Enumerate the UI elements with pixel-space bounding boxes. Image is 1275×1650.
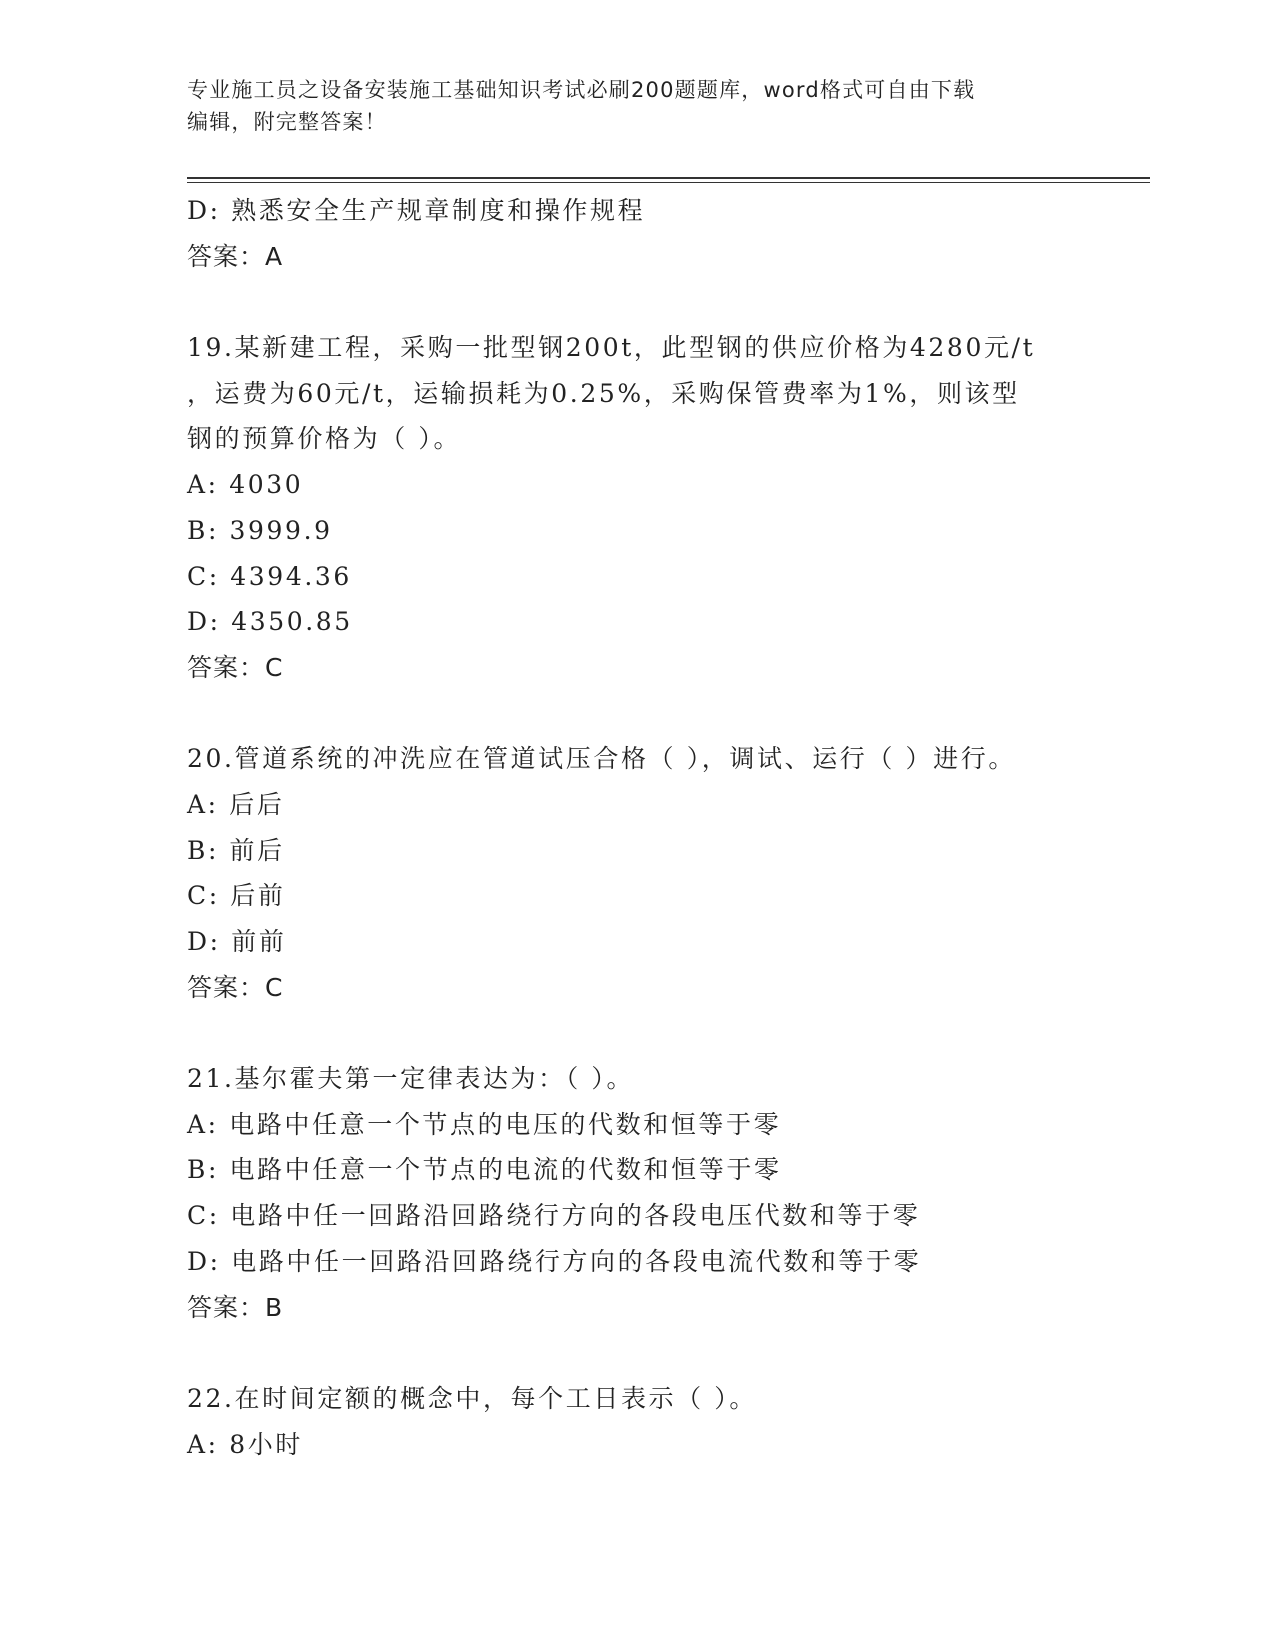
question-stem: 19.某新建工程，采购一批型钢200t，此型钢的供应价格为4280元/t [187, 333, 1036, 363]
option-b: B: 3999.9 [187, 515, 333, 545]
option-b: B: 电路中任意一个节点的电流的代数和恒等于零 [187, 1155, 782, 1185]
question-19 [187, 325, 1147, 691]
question-stem: 22.在时间定额的概念中，每个工日表示（ ）。 [187, 1383, 758, 1413]
answer-line: 答案：C [187, 972, 284, 1002]
answer-line: 答案：A [187, 241, 284, 271]
option-a: A: 4030 [187, 470, 304, 500]
option-c: C: 后前 [187, 881, 286, 911]
question-18-tail [187, 188, 1147, 279]
answer-line: 答案：C [187, 652, 284, 682]
option-c: C: 电路中任一回路沿回路绕行方向的各段电压代数和等于零 [187, 1201, 921, 1231]
option-b: B: 前后 [187, 835, 285, 865]
spacer [187, 691, 1147, 737]
option-a: A: 8小时 [187, 1429, 303, 1459]
option-d: D: 前前 [187, 927, 287, 956]
question-stem: ，运费为60元/t，运输损耗为0.25%，采购保管费率为1%，则该型 [187, 378, 1020, 408]
header-divider-thick [187, 177, 1150, 179]
option-d: D: 电路中任一回路沿回路绕行方向的各段电流代数和等于零 [187, 1246, 922, 1276]
page-header [187, 74, 1067, 138]
question-21 [187, 1056, 1147, 1330]
header-title-line-2: 编辑，附完整答案！ [187, 110, 387, 134]
header-title-line-1: 专业施工员之设备安装施工基础知识考试必刷200题题库，word格式可自由下载 [187, 78, 976, 102]
question-stem: 钢的预算价格为（ ）。 [187, 424, 462, 454]
question-list [187, 188, 1147, 1467]
option-a: A: 后后 [187, 789, 285, 819]
option-d: D: 熟悉安全生产规章制度和操作规程 [187, 196, 646, 225]
option-c: C: 4394.36 [187, 561, 352, 591]
question-20 [187, 736, 1147, 1010]
spacer [187, 279, 1147, 325]
spacer [187, 1010, 1147, 1056]
header-divider-thin [187, 182, 1150, 183]
option-d: D: 4350.85 [187, 607, 353, 637]
question-stem: 20.管道系统的冲洗应在管道试压合格（ ），调试、运行（ ）进行。 [187, 744, 1016, 774]
answer-line: 答案：B [187, 1292, 284, 1322]
option-a: A: 电路中任意一个节点的电压的代数和恒等于零 [187, 1109, 782, 1139]
question-stem: 21.基尔霍夫第一定律表达为：（ ）。 [187, 1064, 635, 1094]
spacer [187, 1330, 1147, 1376]
question-22 [187, 1376, 1147, 1467]
